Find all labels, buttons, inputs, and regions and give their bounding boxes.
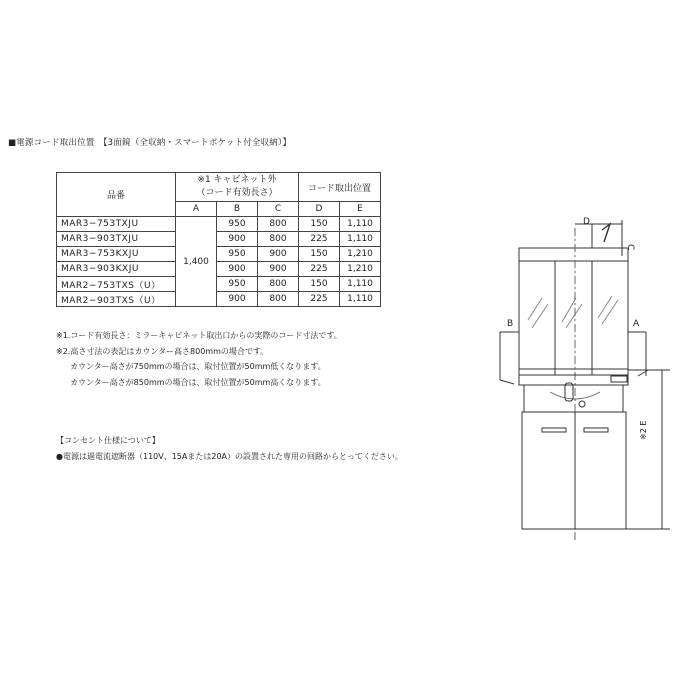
- col-d: D: [299, 202, 340, 217]
- header-cable-length-line2: （コード有効長さ）: [196, 188, 278, 198]
- table-row: [57, 262, 381, 277]
- value-b: 900: [217, 292, 258, 307]
- value-d: 225: [299, 262, 340, 277]
- note-1: ※1.コード有効長さ：ミラーキャビネット取出口からの実際のコード寸法です。: [56, 331, 342, 340]
- header-part-number: 品番: [57, 173, 176, 217]
- part-number: MAR3−903KXJU: [57, 262, 176, 277]
- footnotes: [56, 328, 342, 390]
- value-d: 150: [299, 277, 340, 292]
- mirror-cabinet: [519, 248, 628, 375]
- value-c: 800: [258, 217, 299, 232]
- outlet-text: ●電源は過電流遮断器（110V、15Aまたは20A）の設置された専用の回路からとってください。: [56, 452, 403, 461]
- value-b: 900: [217, 232, 258, 247]
- value-d: 225: [299, 292, 340, 307]
- door-handle-left: [542, 428, 566, 432]
- label-a: A: [633, 319, 640, 329]
- value-b: 950: [217, 277, 258, 292]
- value-e: 1,210: [340, 262, 381, 277]
- note-2: ※2.高さ寸法の表記はカウンター高さ800mmの場合です。: [56, 346, 269, 356]
- value-a: 1,400: [176, 217, 217, 307]
- col-b: B: [217, 202, 258, 217]
- part-number: MAR2−753TXS（U）: [57, 277, 176, 292]
- part-number: MAR3−903TXJU: [57, 232, 176, 247]
- col-a: A: [176, 202, 217, 217]
- page-title: ■電源コード取出位置 【3面鏡（全収納・スマートポケット付全収納）】: [8, 138, 292, 148]
- table-row: [57, 247, 381, 262]
- value-b: 900: [217, 262, 258, 277]
- note-3: カウンター高さが750mmの場合は、取付位置が50mm低くなります。: [70, 362, 326, 371]
- value-c: 800: [258, 292, 299, 307]
- value-b: 950: [217, 247, 258, 262]
- value-e: 1,210: [340, 247, 381, 262]
- table-row: [57, 292, 381, 307]
- label-d: D: [583, 217, 590, 227]
- header-cable-length-line1: ※1 キャビネット外: [197, 175, 277, 185]
- col-c: C: [258, 202, 299, 217]
- label-c: C: [625, 244, 635, 251]
- header-cable-length: [176, 173, 299, 202]
- value-e: 1,110: [340, 292, 381, 307]
- value-b: 950: [217, 217, 258, 232]
- vanity-drawing: [480, 200, 680, 540]
- value-e: 1,110: [340, 277, 381, 292]
- value-c: 900: [258, 247, 299, 262]
- door-handle-right: [584, 428, 608, 432]
- label-e: ※2 E: [639, 420, 648, 440]
- value-d: 150: [299, 247, 340, 262]
- outlet-spec: [56, 433, 403, 465]
- outlet-heading: 【コンセント仕様について】: [56, 436, 160, 445]
- value-d: 225: [299, 232, 340, 247]
- table-row: [57, 217, 381, 232]
- value-e: 1,110: [340, 232, 381, 247]
- table-row: [57, 277, 381, 292]
- part-number: MAR3−753TXJU: [57, 217, 176, 232]
- header-cord-position: コード取出位置: [299, 173, 381, 202]
- col-e: E: [340, 202, 381, 217]
- cord-position-table: [56, 172, 381, 307]
- value-c: 900: [258, 262, 299, 277]
- value-c: 800: [258, 232, 299, 247]
- outlet-panel: [611, 376, 627, 382]
- lower-cabinet: [522, 412, 626, 529]
- value-e: 1,110: [340, 217, 381, 232]
- table-row: [57, 232, 381, 247]
- value-d: 150: [299, 217, 340, 232]
- part-number: MAR2−903TXS（U）: [57, 292, 176, 307]
- note-4: カウンター高さが850mmの場合は、取付位置が50mm高くなります。: [70, 377, 326, 387]
- label-b: B: [507, 319, 514, 329]
- value-c: 800: [258, 277, 299, 292]
- part-number: MAR3−753KXJU: [57, 247, 176, 262]
